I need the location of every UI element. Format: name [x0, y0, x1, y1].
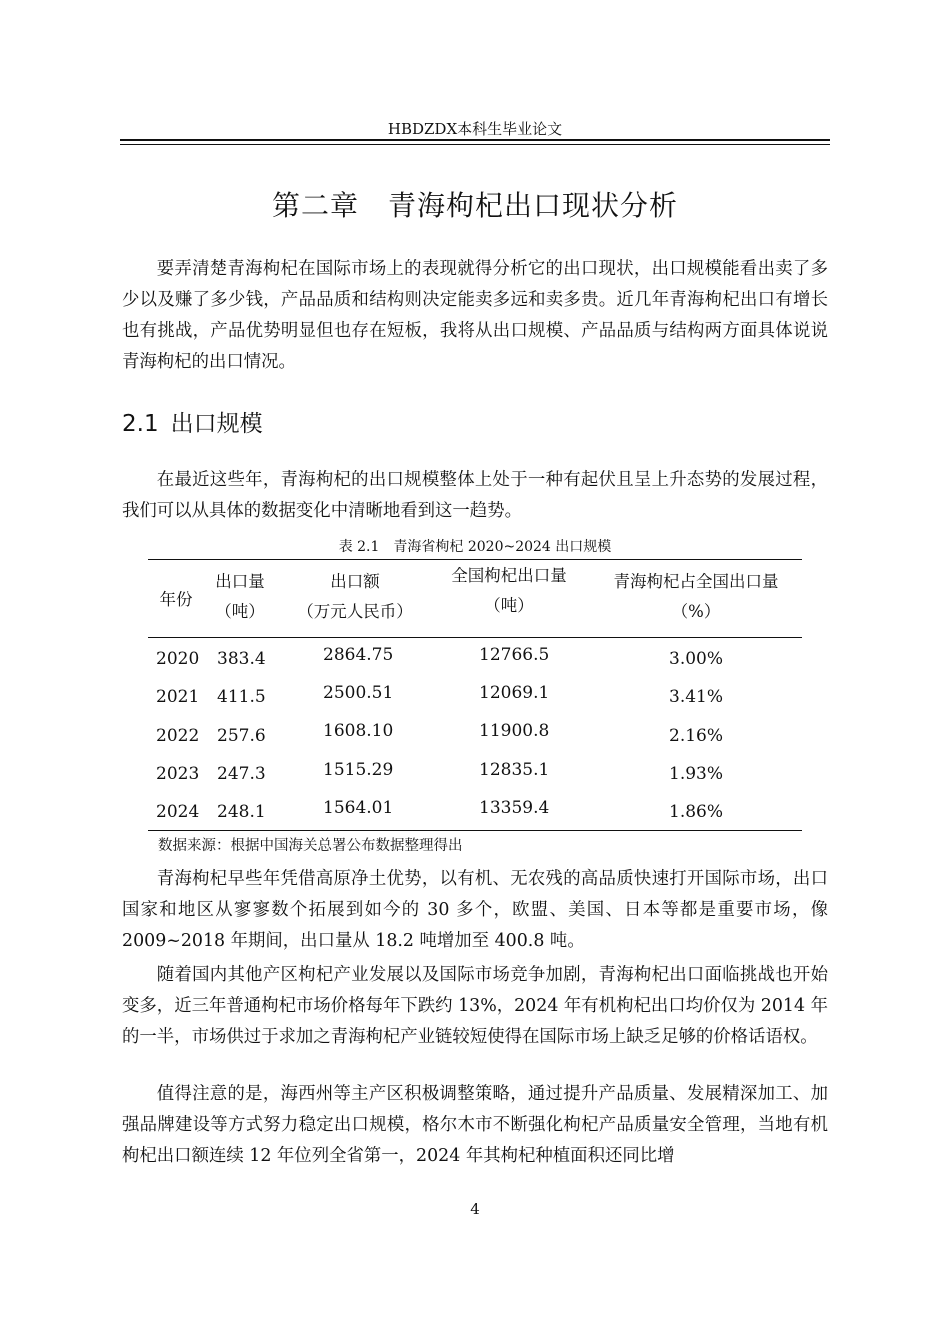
page-number: 4 [470, 1200, 480, 1218]
cell-national-volume: 13359.4 [479, 798, 550, 818]
chapter-title: 第二章 青海枸杞出口现状分析 [271, 189, 678, 222]
cell-volume: 248.1 [217, 802, 266, 822]
table-top-rule [148, 559, 802, 560]
table-header-line: （%） [671, 602, 721, 621]
table-header-line: 年份 [159, 590, 193, 609]
cell-share: 1.93% [669, 764, 724, 784]
cell-volume: 257.6 [217, 726, 266, 746]
body-paragraph-2: 随着国内其他产区枸杞产业发展以及国际市场竞争加剧，青海枸杞出口面临挑战也开始变多，近三年普通枸杞市场价格每年下跌约 13%，2024 年有机枸杞出口均价仅为 2014 年的一半，市场供过于求加之青海枸杞产业链较短使得在国际市场上缺乏足够的价格话语权。 [122, 965, 828, 1047]
section-intro-paragraph: 在最近这些年，青海枸杞的出口规模整体上处于一种有起伏且呈上升态势的发展过程，我们可以从具体的数据变化中清晰地看到这一趋势。 [122, 470, 828, 521]
body-paragraph-1: 青海枸杞早些年凭借高原净土优势，以有机、无农残的高品质快速打开国际市场，出口国家和地区从寥寥数个拓展到如今的 30 多个，欧盟、美国、日本等都是重要市场，像 2009~2018 年期间，出口量从 18.2 吨增加至 400.8 吨。 [122, 869, 828, 951]
cell-share: 2.16% [669, 726, 724, 746]
table-header-line: （吨） [215, 602, 265, 621]
table-caption-number: 表 2.1 [338, 539, 380, 555]
table-header-line: 全国枸杞出口量 [451, 566, 567, 585]
header-rule-thick [120, 139, 830, 141]
table-source-note: 数据来源：根据中国海关总署公布数据整理得出 [158, 838, 463, 854]
cell-year: 2021 [156, 687, 200, 707]
running-header: HBDZDX本科生毕业论文 [387, 120, 563, 138]
table-header-line: 出口量 [215, 572, 265, 591]
cell-volume: 411.5 [217, 687, 266, 707]
section-title: 出口规模 [170, 411, 263, 437]
cell-share: 3.41% [669, 687, 724, 707]
table-header-rule [148, 637, 802, 638]
table-header-line: （吨） [484, 596, 534, 615]
section-number: 2.1 [122, 411, 159, 437]
table-header-year [148, 585, 204, 615]
table-header-national-volume [436, 561, 582, 621]
section-heading [122, 405, 263, 438]
cell-value: 1515.29 [323, 760, 394, 780]
cell-value: 2500.51 [323, 683, 394, 703]
table-header-volume [204, 567, 276, 627]
table-header-share [590, 567, 802, 627]
cell-volume: 383.4 [217, 649, 266, 669]
cell-value: 1608.10 [323, 721, 394, 741]
cell-volume: 247.3 [217, 764, 266, 784]
table-header-value [286, 567, 424, 627]
cell-national-volume: 12766.5 [479, 645, 550, 665]
cell-share: 3.00% [669, 649, 724, 669]
table-header-line: 青海枸杞占全国出口量 [613, 572, 779, 591]
table-caption [120, 536, 830, 556]
table-caption-title: 青海省枸杞 2020~2024 出口规模 [393, 539, 612, 555]
cell-value: 2864.75 [323, 645, 394, 665]
cell-national-volume: 12835.1 [479, 760, 550, 780]
table-header-line: 出口额 [330, 572, 380, 591]
table-header-line: （万元人民币） [297, 602, 413, 621]
cell-value: 1564.01 [323, 798, 394, 818]
intro-paragraph: 要弄清楚青海枸杞在国际市场上的表现就得分析它的出口现状，出口规模能看出卖了多少以及赚了多少钱，产品品质和结构则决定能卖多远和卖多贵。近几年青海枸杞出口有增长也有挑战，产品优势明显但也存在短板，我将从出口规模、产品品质与结构两方面具体说说青海枸杞的出口情况。 [122, 259, 828, 372]
body-paragraph-3: 值得注意的是，海西州等主产区积极调整策略，通过提升产品质量、发展精深加工、加强品牌建设等方式努力稳定出口规模，格尔木市不断强化枸杞产品质量安全管理，当地有机枸杞出口额连续 12 年位列全省第一，2024 年其枸杞种植面积还同比增 [122, 1084, 828, 1166]
cell-share: 1.86% [669, 802, 724, 822]
cell-year: 2020 [156, 649, 200, 669]
cell-national-volume: 12069.1 [479, 683, 550, 703]
header-rule-thin [120, 144, 830, 145]
cell-year: 2022 [156, 726, 200, 746]
table-bottom-rule [148, 830, 802, 831]
cell-year: 2023 [156, 764, 200, 784]
cell-national-volume: 11900.8 [479, 721, 550, 741]
cell-year: 2024 [156, 802, 200, 822]
